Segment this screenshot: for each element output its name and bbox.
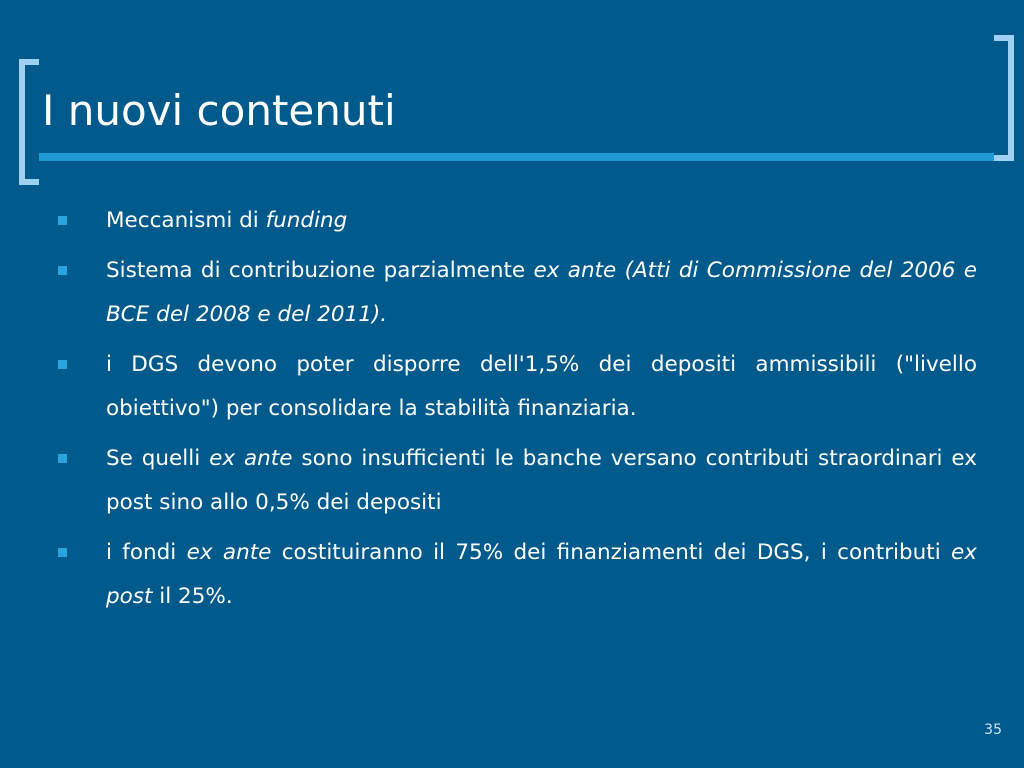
bullet-text-italic: ex ante	[209, 446, 293, 471]
bullet-text: Se quelli	[106, 446, 210, 471]
bullet-text: sono insufficienti le banche versano contributi straordinari ex post sino allo 0,5% dei depositi	[106, 446, 977, 515]
bullet-text: Meccanismi di	[106, 208, 266, 233]
bullet-text-italic: ex ante	[186, 540, 272, 565]
page-number: 35	[984, 722, 1002, 738]
square-bullet-icon	[58, 454, 67, 463]
slide-title: I nuovi contenuti	[42, 86, 396, 135]
bullet-text: i fondi	[106, 540, 187, 565]
left-bracket-decoration	[19, 59, 39, 185]
bullet-item	[56, 531, 977, 619]
square-bullet-icon	[58, 548, 67, 557]
bullet-text: costituiranno il 75% dei finanziamenti dei DGS, i contributi	[271, 540, 952, 565]
bullet-item	[56, 199, 977, 243]
right-bracket-decoration	[994, 35, 1014, 161]
bullet-item	[56, 249, 977, 337]
bullet-text: il 25%.	[152, 584, 233, 609]
bullet-text-italic: ex post	[106, 540, 977, 609]
bullet-text: i DGS devono poter disporre dell'1,5% dei depositi ammissibili ("livello obiettivo") per consolidare la stabilità finanziaria.	[106, 352, 977, 421]
square-bullet-icon	[58, 216, 67, 225]
square-bullet-icon	[58, 360, 67, 369]
bullet-text-italic: ex ante (Atti di Commissione del 2006 e BCE del 2008 e del 2011).	[106, 258, 977, 327]
bullet-text-italic: funding	[265, 208, 348, 233]
bullet-list	[56, 199, 977, 625]
bullet-text: Sistema di contribuzione parzialmente	[106, 258, 534, 283]
bullet-item	[56, 437, 977, 525]
title-underline	[39, 153, 994, 161]
bullet-item	[56, 343, 977, 431]
square-bullet-icon	[58, 266, 67, 275]
